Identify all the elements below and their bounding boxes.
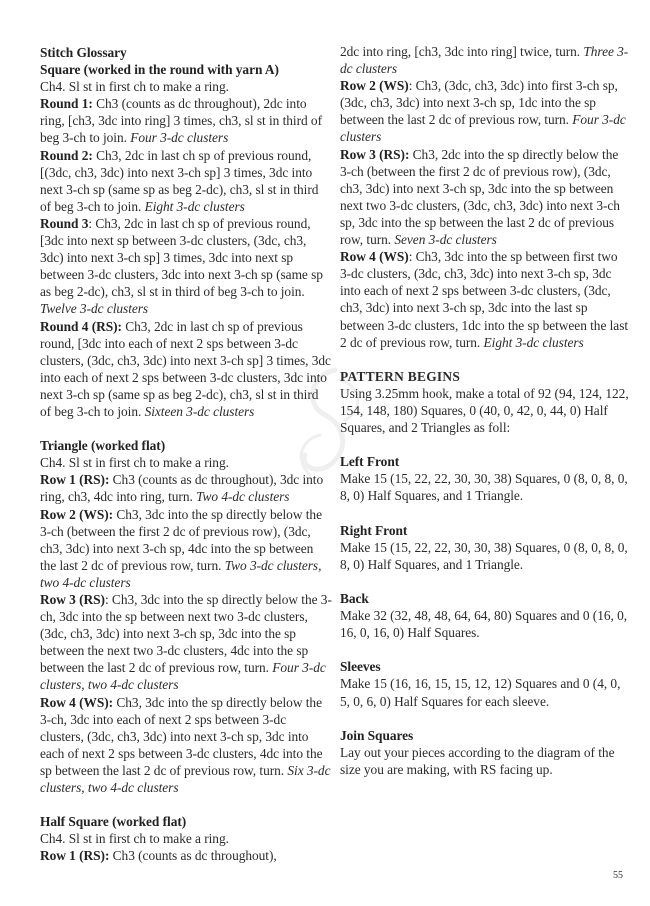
triangle-row-2 (40, 506, 332, 591)
pattern-begins-text: Using 3.25mm hook, make a total of 92 (94, 124, 122, 154, 148, 180) Squares, 0 (40, 0, 42, 0, 44, 0) Half Squares, and 2 Triangles as foll: (340, 385, 629, 436)
half-square-row-3 (340, 146, 630, 249)
triangle-intro: Ch4. Sl st in first ch to make a ring. (40, 455, 229, 471)
round-result: Eight 3-dc clusters (144, 198, 245, 214)
row-text: : Ch3, 3dc into the sp between first two 3-dc clusters, (3dc, ch3, 3dc) into next 3-ch sp, 3dc into each of next 2 sps between 3-dc clusters, (3dc, ch3, 3dc) into next 3-ch sp, 3dc into the last sp between 3-dc clusters, 1dc into the sp between the last 2 dc of previous row, turn. (340, 249, 629, 350)
join-squares-section (340, 727, 630, 778)
row-text: Ch3, 3dc into the sp directly below the 3-ch, 3dc into each of next 2 sps between 3-dc clusters, (3dc, ch3, 3dc) into next 3-ch sp, 3dc into each of next 2 sps between 3-dc clusters, 4dc into the sp between the last 2 dc of previous row, turn. (40, 694, 323, 778)
spacer (340, 351, 630, 368)
row-label: Row 3 (RS) (40, 592, 105, 607)
row-result: Two 4-dc clusters (196, 489, 290, 505)
half-square-title: Half Square (worked flat) (40, 814, 187, 830)
glossary-title: Stitch Glossary (40, 45, 127, 60)
round-result: Four 3-dc clusters (130, 130, 229, 146)
section-text: Make 15 (15, 22, 22, 30, 30, 38) Squares, 0 (8, 0, 8, 0, 8, 0) Half Squares, and 1 Triangle. (340, 471, 628, 504)
row-label: Row 3 (RS): (340, 146, 410, 162)
row-text: Ch3 (counts as dc throughout), 3dc into ring, ch3, 4dc into ring, turn. (40, 472, 324, 505)
square-section (40, 61, 332, 420)
spacer (40, 796, 332, 813)
round-text: Ch3, 2dc in last ch sp of previous round, [3dc into each of next 2 sps between 3-dc clusters, (3dc, ch3, 3dc) into next 3-ch sp] 3 times, 3dc into each of next 2 sps between 3-dc clusters, 3dc into next 3-ch sp (same sp as beg 2-dc), ch3, sl st in third of beg 3-ch to join. (40, 318, 331, 419)
section-title: Sleeves (340, 659, 381, 675)
row-label: Row 2 (WS) (340, 78, 409, 94)
section-title: Left Front (340, 454, 400, 470)
row-label: Row 4 (WS) (340, 249, 409, 265)
square-round-4 (40, 318, 332, 421)
row-result: Four 3-dc clusters (340, 112, 626, 145)
row-text: Ch3, 2dc into the sp directly below the 3-ch (between the first 2 dc of previous row), (3dc, ch3, 3dc) into next 3-ch sp, 3dc into the sp between next two 3-dc clusters, (3dc, ch3, 3dc) into next 3-ch sp, 3dc into the sp between the last 2 dc of previous row, turn. (340, 146, 620, 248)
round-label: Round 1: (40, 96, 93, 112)
section-text: Make 15 (15, 22, 22, 30, 30, 38) Squares, 0 (8, 0, 8, 0, 8, 0) Half Squares, and 1 Triangle. (340, 539, 628, 572)
row-result: Seven 3-dc clusters (394, 232, 497, 248)
back-section (340, 590, 630, 641)
round-label: Round 4 (RS): (40, 318, 122, 334)
half-square-row-1-cont (340, 43, 630, 77)
spacer (340, 710, 630, 727)
section-text: Make 32 (32, 48, 48, 64, 64, 80) Squares and 0 (16, 0, 16, 0, 16, 0) Half Squares. (340, 608, 628, 641)
square-intro: Ch4. Sl st in first ch to make a ring. (40, 79, 229, 95)
half-square-row-1 (40, 847, 332, 864)
square-round-2 (40, 147, 332, 215)
round-text: Ch3, 2dc in last ch sp of previous round, [(3dc, ch3, 3dc) into next 3-ch sp] 3 times, 3dc into next 3-ch sp (same sp as beg 2-dc), ch3, sl st in third of beg 3-ch to join. (40, 147, 319, 214)
right-column (340, 43, 630, 778)
right-front-section (340, 522, 630, 573)
spacer (40, 420, 332, 437)
row-text: : Ch3, 3dc into the sp directly below the 3-ch, 3dc into the sp between next two 3-dc clusters, (3dc, ch3, 3dc) into next 3-ch sp, 3dc into the sp between the next two 3-dc clusters, 4dc into the sp between the last 2 dc of previous row, turn. (40, 592, 332, 676)
spacer (340, 573, 630, 590)
round-result: Twelve 3-dc clusters (40, 301, 149, 317)
section-title: Back (340, 591, 369, 606)
section-title: Right Front (340, 522, 408, 538)
section-text: Make 15 (16, 16, 15, 15, 12, 12) Squares and 0 (4, 0, 5, 0, 6, 0) Half Squares for each sleeve. (340, 676, 621, 709)
round-result: Sixteen 3-dc clusters (144, 403, 255, 419)
triangle-title: Triangle (worked flat) (40, 438, 166, 454)
spacer (340, 505, 630, 522)
row-result: Three 3-dc clusters (340, 44, 629, 77)
row-text: 2dc into ring, [ch3, 3dc into ring] twice, turn. (340, 44, 584, 59)
row-label: Row 1 (RS): (40, 848, 110, 864)
triangle-row-3 (40, 591, 332, 694)
row-text: Ch3 (counts as dc throughout), (109, 848, 277, 864)
half-square-row-2 (340, 77, 630, 145)
row-text: Ch3, 3dc into the sp directly below the 3-ch (between the first 2 dc of previous row), (3dc, ch3, 3dc) into next 3-ch sp, 4dc into the sp between the last 2 dc of previous row, turn. (40, 506, 322, 573)
row-label: Row 2 (WS): (40, 506, 114, 522)
page-number: 55 (613, 870, 623, 881)
round-text: Ch3 (counts as dc throughout), 2dc into ring, [ch3, 3dc into ring] 3 times, ch3, sl st in third of beg 3-ch to join. (40, 96, 322, 146)
left-front-section (340, 453, 630, 504)
triangle-row-4 (40, 694, 332, 797)
sleeves-section (340, 658, 630, 709)
row-label: Row 4 (WS): (40, 694, 114, 710)
half-square-continued (340, 43, 630, 351)
left-column (40, 44, 332, 865)
row-result: Two 3-dc clusters, two 4-dc clusters (40, 557, 322, 590)
row-label: Row 1 (RS): (40, 472, 110, 488)
triangle-section (40, 437, 332, 796)
spacer (340, 641, 630, 658)
triangle-row-1 (40, 471, 332, 505)
row-result: Six 3-dc clusters, two 4-dc clusters (40, 762, 331, 796)
square-round-3 (40, 215, 332, 318)
square-round-1 (40, 95, 332, 146)
half-square-row-4 (340, 248, 630, 351)
round-label: Round 2: (40, 147, 93, 163)
square-title: Square (worked in the round with yarn A) (40, 62, 279, 78)
row-result: Four 3-dc clusters, two 4-dc clusters (40, 660, 326, 693)
half-square-section (40, 813, 332, 864)
section-title: Join Squares (340, 727, 414, 743)
pattern-begins-section (340, 368, 630, 436)
row-result: Eight 3-dc clusters (483, 334, 584, 350)
row-text: : Ch3, (3dc, ch3, 3dc) into first 3-ch sp, (3dc, ch3, 3dc) into next 3-ch sp, 1dc into the sp between the last 2 dc of previous row, turn. (340, 78, 618, 128)
round-label: Round 3 (40, 215, 89, 231)
half-square-intro: Ch4. Sl st in first ch to make a ring. (40, 831, 229, 847)
spacer (340, 436, 630, 453)
section-text: Lay out your pieces according to the diagram of the size you are making, with RS facing up. (340, 744, 615, 777)
round-text: : Ch3, 2dc in last ch sp of previous round, [3dc into next sp between 3-dc clusters, (3dc, ch3, 3dc) into next 3-ch sp] 3 times, 3dc into next sp between 3-dc clusters, 3dc into next 3-ch sp (same sp as beg 2-dc), ch3, sl st in third of beg 3-ch to join. (40, 215, 323, 300)
pattern-begins-title: PATTERN BEGINS (340, 368, 461, 384)
